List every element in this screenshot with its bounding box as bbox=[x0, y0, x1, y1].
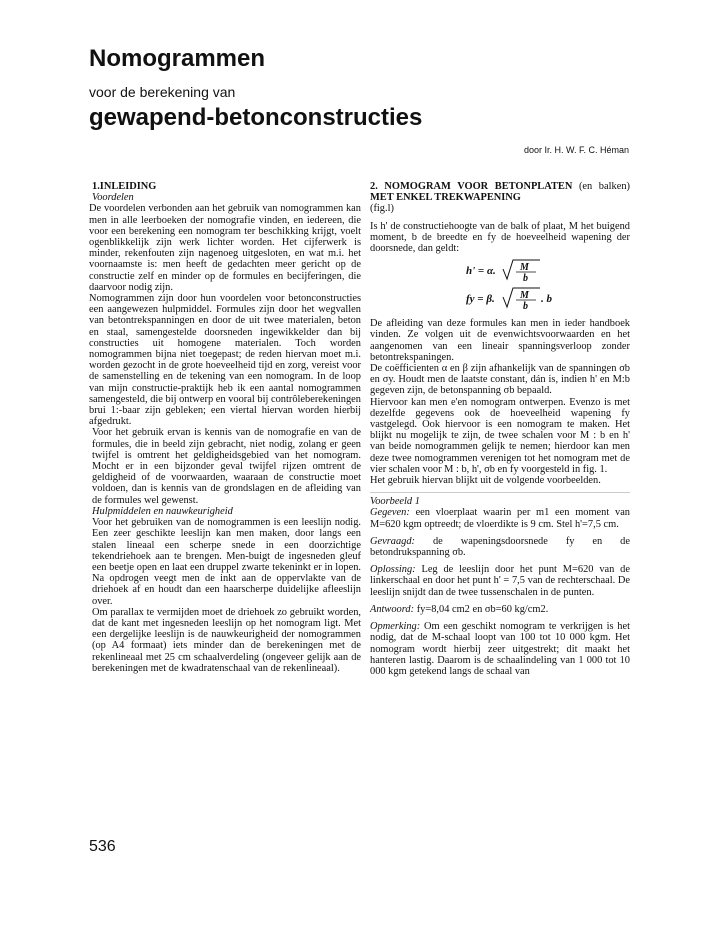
example-given bbox=[370, 507, 630, 529]
formula-2-numerator: M bbox=[520, 290, 529, 302]
section-heading-2-paren: (en balken) bbox=[578, 181, 630, 192]
section-heading-2 bbox=[370, 181, 630, 203]
page-number: 536 bbox=[89, 838, 116, 855]
article-subtitle: voor de berekening van bbox=[89, 84, 236, 100]
given-text: een vloerplaat waarin per m1 een moment van M=620 kgm optreedt; de vloerdikte is 9 cm. Stel h'=7,5 cm. bbox=[370, 507, 630, 530]
formula-1-lhs: h' = α. bbox=[466, 265, 496, 278]
paragraph: Hiervoor kan men e'en nomogram ontwerpen. Evenzo is met dezelfde gegevens ook de hoeveelheid wapening fy vastgelegd. Ook hiervoor is een nomogram te maken. Het blijkt nu mogelijk te zijn, de twee schalen voor M : b en h' van beide nomogrammen gelijk te nemen; hierdoor kan men deze twee nomogrammen verenigen tot het nomogram met de vier schalen voor M : b, h', σb en fy voorgesteld in fig. 1. bbox=[370, 396, 630, 475]
paragraph: Is h' de constructiehoogte van de balk of plaat, M het buigend moment, b de breedte en fy de hoeveelheid wapening der doorsnede, dan geldt: bbox=[370, 220, 630, 255]
example-solution bbox=[370, 564, 630, 598]
subheading-voordelen: Voordelen bbox=[92, 192, 134, 204]
remark-label: Opmerking: bbox=[370, 621, 421, 633]
section-heading-2-bold2: MET ENKEL TREKWAPENING bbox=[370, 192, 521, 204]
formula-1-denominator: b bbox=[523, 273, 528, 285]
paragraph: Voor het gebruiken van de nomogrammen is een leeslijn nodig. Een zeer geschikte leeslijn kan men maken, door langs een stalen lineaal een scherpe snede in een doorzichtige tekendriehoek aan te brengen. Men-buigt de ingesneden gleuf een beetje open en laat een druppel zwarte tekeninkt er in lopen. Na opdrogen veegt men de inkt aan de oppervlakte van de driehoek af en houdt dan een haarscherpe duidelijke afleeslijn over. bbox=[92, 517, 361, 607]
paragraph: Voor het gebruik ervan is kennis van de nomografie en van de formules, die in beeld zijn gebracht, niet nodig, zolang er geen twijfel is omtrent het geldigheidsgebied van het nomogram. Mocht er in een bijzonder geval twijfel rijzen omtrent de geldigheid of de voorwaarden, waaraan de constructie moet voldoen, dan is kennis van de grondslagen en de afleiding van de formules wel gewenst. bbox=[92, 427, 361, 506]
formula-2-denominator: b bbox=[523, 301, 528, 313]
section-heading-1: 1.INLEIDING bbox=[92, 181, 157, 192]
example-title: Voorbeeld 1 bbox=[370, 496, 420, 508]
author-line: door Ir. H. W. F. C. Héman bbox=[523, 145, 629, 155]
asked-label: Gevraagd: bbox=[370, 535, 416, 547]
right-column bbox=[370, 181, 630, 677]
section-heading-2-bold: 2. NOMOGRAM VOOR BETONPLATEN bbox=[370, 181, 573, 192]
asked-text: de wapeningsdoorsnede fy en de betondrukspanning σb. bbox=[370, 535, 630, 559]
left-column bbox=[89, 181, 361, 674]
answer-label: Antwoord: bbox=[370, 603, 415, 615]
subheading-hulpmiddelen: Hulpmiddelen en nauwkeurigheid bbox=[92, 505, 233, 517]
paragraph: Nomogrammen zijn door hun voordelen voor betonconstructies een aangewezen hulpmiddel. Formules zijn door het wegvallen van betontrekspanningen en door de uit twee materialen, beton en staal, samengestelde doorsneden ingewikkelder dan bij constructies uit homogene materialen. Toch worden nomogrammen bijna niet toegepast; de reden hiervan moet m.i. worden gezocht in de grote hoeveelheid tijd en zorg, vereist voor de samenstelling en de tekening van een nomogram. In de loop van mijn constructie-praktijk heb ik een aantal nomogrammen samengesteld, die bij ontwerp en vooral bij contrôleberekeningen brui 1:-baar zijn gebleken; een viertal hiervan worden hierbij afgedrukt. bbox=[89, 293, 361, 428]
formula-graphic bbox=[370, 257, 630, 313]
example-answer bbox=[370, 604, 630, 615]
paragraph: Het gebruik hiervan blijkt uit de volgende voorbeelden. bbox=[370, 475, 601, 487]
paragraph: De coëfficienten α en β zijn afhankelijk van de spanningen σb en σy. Houdt men de laatste constant, dán is, indien h' en M:b gegeven zijn, de betonspanning σb bepaald. bbox=[370, 363, 630, 397]
figure-reference: (fig.l) bbox=[370, 203, 394, 215]
article-heading: gewapend-betonconstructies bbox=[89, 104, 423, 131]
formula-2-tail: . b bbox=[541, 293, 552, 306]
paragraph: Om parallax te vermijden moet de driehoek zo gebruikt worden, dat de kant met ingesneden leeslijn op het nomogram ligt. Met een dergelijke leeslijn is de nauwkeurigheid der nomogrammen (op A4 formaat) iets minder dan de berekeningen met de rekenlineaal met 25 cm schaalverdeling (ongeveer gelijk aan de berekeningen met de kwadratenschaal van de rekenlineaal). bbox=[92, 606, 361, 674]
solution-label: Oplossing: bbox=[370, 564, 416, 576]
given-label: Gegeven: bbox=[370, 507, 410, 519]
example-remark bbox=[370, 621, 630, 677]
example-asked bbox=[370, 536, 630, 558]
paragraph: De voordelen verbonden aan het gebruik van nomogrammen kan men in alle leerboeken der nomografie vinden, en iedereen, die voor een berekening een nomogram ter beschikking krijgt, voelt ogenblikkelijk zijn werk lichter worden. Het cijferwerk is minder, rekenfouten zijn nagenoeg uitgesloten, en wat m.i. het voornaamste is: men heeft de gedachten meer gericht op de constructie zelf en minder op de formules en becijferingen, die daarvoor nodig zijn. bbox=[89, 203, 361, 293]
formula-block bbox=[370, 257, 630, 313]
answer-text: fy=8,04 cm2 en σb=60 kg/cm2. bbox=[416, 603, 549, 615]
article-title: Nomogrammen bbox=[89, 45, 266, 72]
formula-2-lhs: fy = β. bbox=[466, 293, 495, 306]
formula-1-numerator: M bbox=[520, 262, 529, 274]
solution-text: Leg de leeslijn door het punt M=620 van de linkerschaal en door het punt h' = 7,5 van de rechterschaal. De leeslijn snijdt dan de twee tussenschalen in de punten. bbox=[370, 564, 630, 598]
paragraph: De afleiding van deze formules kan men in ieder handboek vinden. Ze volgen uit de evenwichtsvoorwaarden en het aangenomen van een lineair spanningsverloop zonder betontrekspaningen. bbox=[370, 318, 630, 363]
remark-text: Om een geschikt nomogram te verkrijgen is het nodig, dat de M-schaal loopt van 100 tot 10 000 kgm. Het nomogram wordt hierbij zeer uitgestrekt; dit maakt het hanteren lastig. Daarom is de schaalindeling van 1 000 tot 10 000 kgm getekend langs de schaal van bbox=[370, 621, 630, 677]
